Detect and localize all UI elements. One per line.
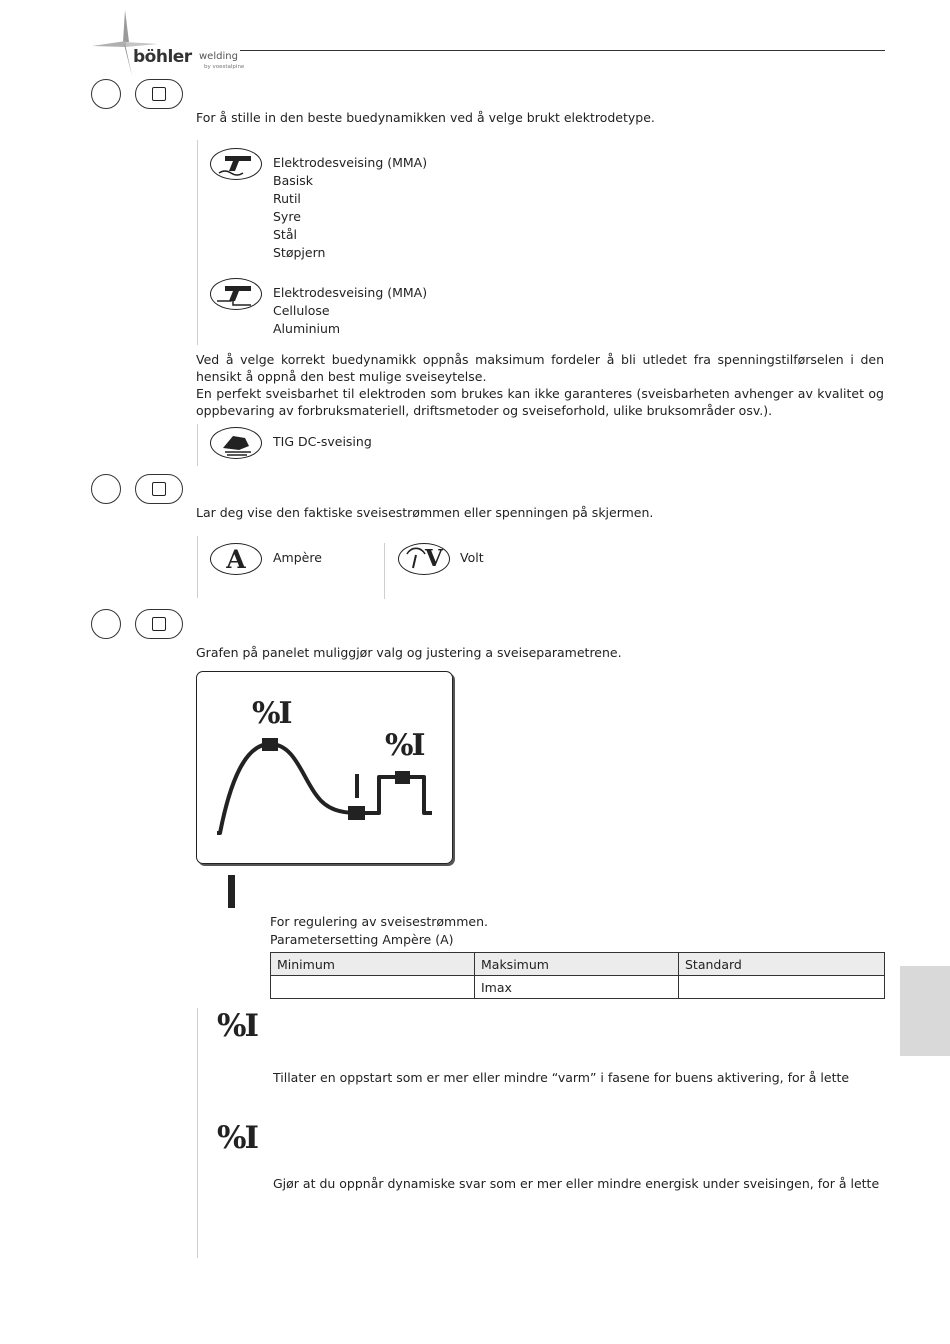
mma-group1-item: Stål (273, 227, 297, 242)
table-cell: Imax (475, 976, 679, 999)
table-header-cell: Standard (679, 953, 885, 976)
section-marker-button (135, 79, 183, 109)
table-row (271, 976, 885, 999)
mma-group2-list (273, 284, 427, 338)
table-cell (679, 976, 885, 999)
mma-group1-item: Syre (273, 209, 301, 224)
arcforce-symbol: %I (217, 1120, 257, 1156)
graph-label-arcforce: %I (385, 728, 424, 763)
graph-intro: Grafen på panelet muliggjør valg og justering a sveiseparametrene. (196, 645, 622, 660)
display-rule-mid (384, 543, 385, 599)
graph-node-arcforce[interactable] (395, 771, 410, 784)
hotstart-rule (197, 1008, 198, 1258)
mma-group1-item: Basisk (273, 173, 313, 188)
mma-group2-item: Aluminium (273, 321, 341, 336)
mma-electrode-icon (210, 148, 262, 180)
ampere-icon: A (210, 543, 262, 575)
dynamics-rule (197, 140, 198, 345)
hotstart-text: Tillater en oppstart som er mer eller mindre “varm” i fasene for buens aktivering, for å lette (273, 1070, 850, 1085)
mma-group2-item: Elektrodesveising (MMA) (273, 285, 428, 300)
mma-group1-item: Rutil (273, 191, 301, 206)
graph-node-current[interactable] (348, 806, 365, 820)
hotstart-symbol: %I (217, 1008, 257, 1044)
section-marker-circle (91, 474, 121, 504)
section-marker-button (135, 609, 183, 639)
tig-label: TIG DC-sveising (273, 434, 372, 449)
section-marker-circle (91, 79, 121, 109)
brand-logo (88, 8, 248, 78)
brand-tagline: by voestalpine (204, 64, 245, 70)
current-desc: For regulering av sveisestrømmen. (270, 914, 488, 929)
ampere-label: Ampère (273, 550, 322, 565)
volt-label: Volt (460, 550, 484, 565)
dynamics-paragraph: Ved å velge korrekt buedynamikk oppnås maksimum fordeler å bli utledet fra spenningstilførselen i den hensikt å oppnå den best mulige sveiseytelse. En perfekt sveisbarhet til elektroden som brukes kan ikke garanteres (sveisbarheten avhenger av kvalitet og oppbevaring av forbruksmateriell, driftsmetoder og sveiseforhold, ulike bruksområder osv.). (196, 352, 884, 418)
chapter-side-tab (900, 966, 950, 1056)
header-rule (240, 50, 885, 51)
table-header-cell: Minimum (271, 953, 475, 976)
parameter-graph-panel (196, 671, 453, 864)
brand-suffix: welding (199, 51, 238, 62)
mma-group1-item: Støpjern (273, 245, 326, 260)
mma-group2-item: Cellulose (273, 303, 330, 318)
graph-label-hotstart: %I (252, 696, 291, 731)
welding-curve (197, 672, 452, 863)
table-cell (271, 976, 475, 999)
current-symbol (228, 875, 235, 908)
mma-group1-item: Elektrodesveising (MMA) (273, 155, 428, 170)
volt-icon: V (398, 543, 450, 575)
mma-group1-list (273, 154, 427, 262)
table-header-cell: Maksimum (475, 953, 679, 976)
current-param-table (270, 952, 885, 999)
section-marker-button (135, 474, 183, 504)
arcforce-text: Gjør at du oppnår dynamiske svar som er mer eller mindre energisk under sveisingen, for å lette (273, 1176, 880, 1191)
display-intro: Lar deg vise den faktiske sveisestrømmen eller spenningen på skjermen. (196, 505, 654, 520)
display-rule-left (197, 536, 198, 598)
table-header-row (271, 953, 885, 976)
dynamics-intro: For å stille in den beste buedynamikken ved å velge brukt elektrodetype. (196, 110, 655, 125)
section-marker-circle (91, 609, 121, 639)
tig-rule (197, 424, 198, 466)
tig-torch-icon (210, 427, 262, 459)
brand-name: böhler (133, 47, 192, 67)
graph-node-hotstart[interactable] (262, 738, 278, 751)
mma-cellulose-icon (210, 278, 262, 310)
current-param: Parametersetting Ampère (A) (270, 932, 454, 947)
